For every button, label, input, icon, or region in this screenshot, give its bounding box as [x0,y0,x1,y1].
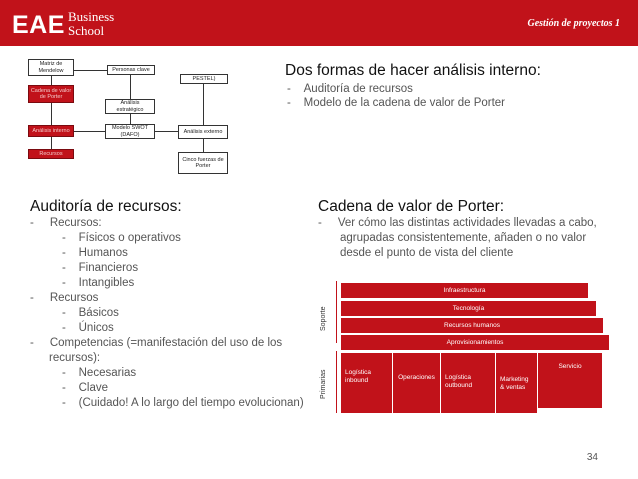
diagram-connector [130,114,131,124]
diagram-box-swot: Modelo SWOT (DAFO) [105,124,155,139]
cadena-description [318,216,597,261]
diagram-box-cadena: Cadena de valor de Porter [28,85,74,103]
diagram-connector [155,131,178,132]
support-aprovisionamientos: Aprovisionamientos [341,335,609,351]
diagram-box-pestel: PESTEL) [180,74,228,84]
diagram-connector [51,137,52,149]
diagram-connector [74,131,105,132]
logo-line2: School [68,23,105,38]
diagram-connector [51,76,52,85]
auditoria-list [30,216,304,411]
list-item: - Humanos [62,247,128,259]
cadena-title: Cadena de valor de Porter: [318,198,505,215]
diagram-connector [130,75,131,99]
soporte-label: Soporte [320,306,327,331]
diagram-box-analisis-externo: Análisis externo [178,125,228,139]
diagram-box-cinco-fuerzas: Cinco fuerzas de Porter [178,152,228,174]
logo-main-text: EAE [12,11,65,39]
primarias-bracket [336,351,337,413]
intro-title: Dos formas de hacer análisis interno: [285,62,541,79]
intro-bullets [287,82,505,110]
list-item: - (Cuidado! A lo largo del tiempo evolucionan) [62,397,304,409]
list-item: - Únicos [62,322,114,334]
diagram-box-recursos: Recursos [28,149,74,159]
intro-bullet: - Auditoría de recursos [287,83,413,95]
page-number: 34 [586,452,598,463]
list-item: - Competencias (=manifestación del uso de los [30,337,283,349]
logo-line1: Business [68,9,115,24]
support-recursos-humanos: Recursos humanos [341,318,603,334]
primary-operaciones: Operaciones [393,353,441,413]
list-item: - Recursos: [30,217,102,229]
cadena-line: agrupadas consistentemente, añaden o no valor [340,232,587,244]
diagram-connector [74,70,107,71]
diagram-connector [203,139,204,152]
list-item: recursos): [49,352,101,364]
primary-servicio: Servicio [538,353,603,408]
primary-logistica-outbound: Logística outbound [441,353,496,413]
analysis-diagram [0,55,260,180]
primary-marketing-ventas: Marketing & ventas [496,353,538,413]
primary-logistica-inbound: Logística inbound [341,353,393,413]
diagram-box-matriz: Matriz de Mendelow [28,59,74,76]
diagram-box-personas: Personas clave [107,65,155,75]
list-item: - Clave [62,382,109,394]
support-tecnologia: Tecnología [341,301,596,317]
primarias-label: Primarias [320,369,327,399]
list-item: - Básicos [62,307,119,319]
list-item: - Intangibles [62,277,135,289]
intro-bullet: - Modelo de la cadena de valor de Porter [287,97,506,109]
support-infraestructura: Infraestructura [341,283,588,299]
auditoria-title: Auditoría de recursos: [30,198,182,215]
list-item: - Recursos [30,292,99,304]
slide-header-title: Gestión de proyectos 1 [527,18,620,29]
list-item: - Físicos o operativos [62,232,181,244]
list-item: - Necesarias [62,367,137,379]
soporte-bracket [336,281,337,343]
eae-logo[interactable] [12,9,152,39]
diagram-box-analisis-estrategico: Análisis estratégico [105,99,155,114]
list-item: - Financieros [62,262,139,274]
diagram-connector [51,103,52,125]
cadena-line: desde el punto de vista del cliente [340,247,514,259]
header-bar [0,0,638,46]
cadena-line: - Ver cómo las distintas actividades llevadas a cabo, [318,217,597,229]
diagram-connector [203,84,204,125]
diagram-box-analisis-interno: Análisis interno [28,125,74,137]
value-chain-diagram [318,281,618,421]
